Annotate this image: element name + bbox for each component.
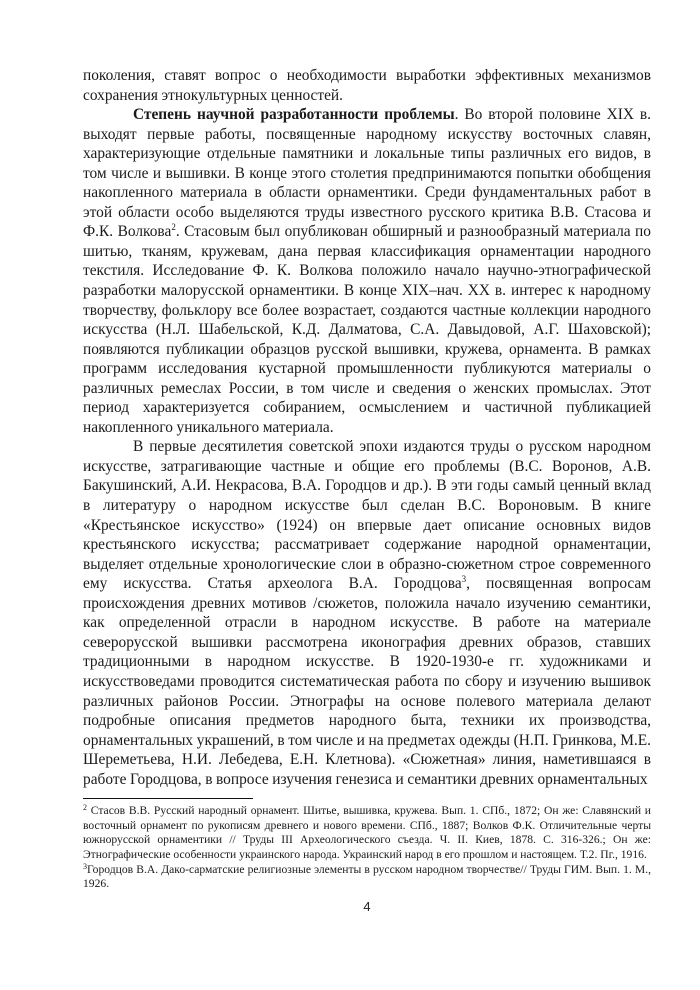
paragraph-research-degree bbox=[83, 105, 651, 437]
paragraph-soviet-era bbox=[83, 437, 651, 789]
footnote-mark: 2 bbox=[83, 803, 87, 813]
page-number: 4 bbox=[363, 898, 371, 914]
section-heading-inline: Степень научной разработанности проблемы bbox=[133, 106, 455, 124]
paragraph-text: , посвященная вопросам происхождения древних мотивов /сюжетов, положила начало изучению семантики, как определенной отрасли в народном искусстве. В работе на материале северорусской вышивки рассмотрена иконография древних образов, ставших традиционными в народном искусстве. В 1920-1930-е гг. художниками и искусствоведами проводится систематическая работа по сбору и изучению вышивок различных районов России. Этнографы на основе полевого материала делают подробные описания предметов народного быта, техники их производства, орнаментальных украшений, в том числе и на предметах одежды (Н.П. Гринкова, М.Е. Шереметьева, Н.И. Лебедева, Е.Н. Клетнова). «Сюжетная» линия, наметившаяся в работе Городцова, в вопросе изучения генезиса и семантики древних орнаментальных bbox=[83, 575, 651, 788]
document-body bbox=[83, 66, 651, 789]
footnote-text: Стасов В.В. Русский народный орнамент. Шитье, вышивка, кружева. Вып. 1. СПб., 1872; Он же: Славянский и восточный орнамент по рукописям древнего и нового времени. СПб., 1887; Волков Ф.К. Отличительные черты южнорусской орнаментики // Труды III Археологического съезда. Ч. II. Киев, 1878. С. 316-326.; Он же: Этнографические особенности украинского народа. Украинский народ в его прошлом и настоящем. Т.2. Пг., 1916. bbox=[83, 804, 651, 862]
footnote-3 bbox=[83, 863, 651, 892]
footnote-ref-3[interactable]: 3 bbox=[461, 574, 467, 585]
footnotes bbox=[83, 804, 651, 892]
footnote-2 bbox=[83, 804, 651, 862]
footnote-text: Городцов В.А. Дако-сарматские религиозные элементы в русском народном творчестве// Труды ГИМ. Вып. 1. М., 1926. bbox=[83, 862, 651, 891]
paragraph-text: . Стасовым был опубликован обширный и разнообразный материала по шитью, тканям, кружевам, дана первая классификация орнаментации народного текстиля. Исследование Ф. К. Волкова положило начало научно-этнографической разработки малорусской орнаментики. В конце XIX–нач. XX в. интерес к народному творчеству, фольклору все более возрастает, создаются частные коллекции народного искусства (Н.Л. Шабельской, К.Д. Далматова, С.А. Давыдовой, А.Г. Шаховской); появляются публикации образцов русской вышивки, кружева, орнамента. В рамках программ исследования кустарной промышленности публикуются материалы о различных ремеслах России, в том числе и сведения о женских промыслах. Этот период характеризуется собиранием, осмыслением и частичной публикацией накопленного уникального материала. bbox=[83, 223, 651, 436]
footnote-separator bbox=[83, 798, 253, 799]
paragraph-text: В первые десятилетия советской эпохи издаются труды о русском народном искусстве, затрагивающие частные и общие его проблемы (В.С. Воронов, А.В. Бакушинский, А.И. Некрасова, В.А. Городцов и др.). В эти годы самый ценный вклад в литературу о народном искусстве был сделан В.С. Вороновым. В книге «Крестьянское искусство» (1924) он впервые дает описание основных видов крестьянского искусства; рассматривает содержание народной орнаментации, выделяет отдельные хронологические слои в образно-сюжетном строе современного ему искусства. Статья археолога В.А. Городцова bbox=[83, 438, 651, 593]
paragraph-text: . Во второй половине XIX в. выходят первые работы, посвященные народному искусству восточных славян, характеризующие отдельные памятники и локальные типы различных его видов, в том числе и вышивки. В конце этого столетия предпринимаются попытки обобщения накопленного материала в области орнаментики. Среди фундаментальных работ в этой области особо выделяются труды известного русского критика В.В. Стасова и Ф.К. Волкова bbox=[83, 106, 651, 241]
paragraph-intro-end: поколения, ставят вопрос о необходимости выработки эффективных механизмов сохранения этнокультурных ценностей. bbox=[83, 67, 651, 104]
footnote-ref-2[interactable]: 2 bbox=[171, 222, 176, 233]
footnote-mark: 3 bbox=[83, 861, 87, 871]
